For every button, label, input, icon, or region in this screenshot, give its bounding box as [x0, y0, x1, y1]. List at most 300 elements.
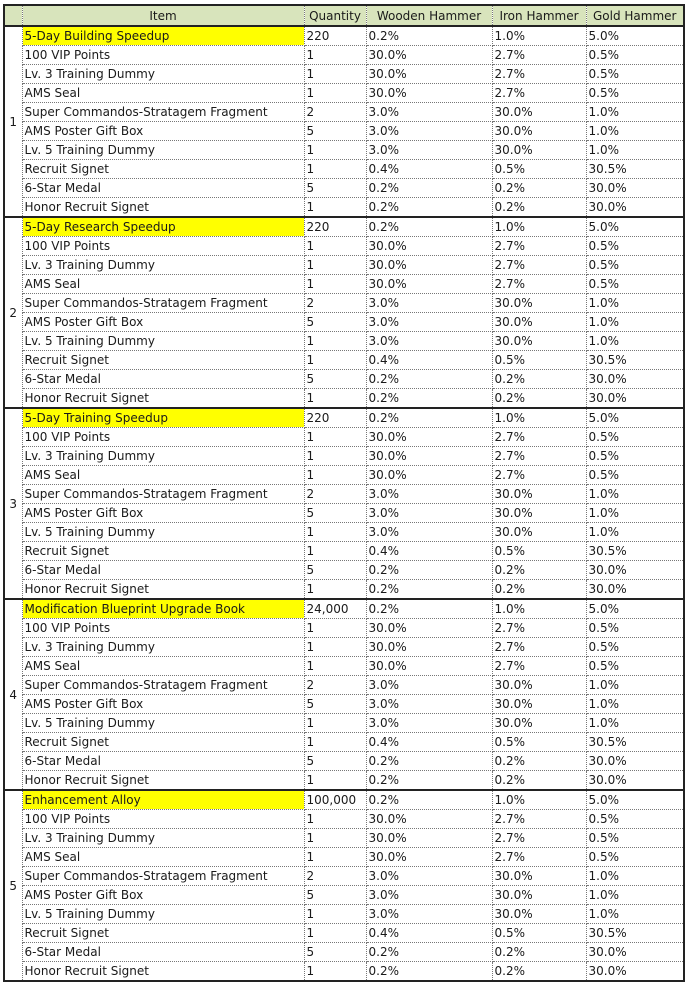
wooden-hammer-cell[interactable]: 3.0% [366, 141, 492, 160]
item-cell[interactable]: AMS Poster Gift Box [22, 695, 304, 714]
item-cell[interactable]: AMS Seal [22, 275, 304, 294]
wooden-hammer-cell[interactable]: 30.0% [366, 638, 492, 657]
iron-hammer-cell[interactable]: 2.7% [492, 638, 586, 657]
item-cell[interactable]: Lv. 5 Training Dummy [22, 332, 304, 351]
quantity-cell[interactable]: 1 [304, 65, 366, 84]
quantity-cell[interactable]: 5 [304, 752, 366, 771]
gold-hammer-cell[interactable]: 5.0% [586, 408, 684, 428]
iron-hammer-cell[interactable]: 1.0% [492, 599, 586, 619]
wooden-hammer-cell[interactable]: 3.0% [366, 676, 492, 695]
iron-hammer-cell[interactable]: 2.7% [492, 65, 586, 84]
gold-hammer-cell[interactable]: 0.5% [586, 657, 684, 676]
quantity-cell[interactable]: 220 [304, 217, 366, 237]
gold-hammer-cell[interactable]: 1.0% [586, 676, 684, 695]
wooden-hammer-cell[interactable]: 30.0% [366, 46, 492, 65]
quantity-cell[interactable]: 1 [304, 46, 366, 65]
gold-hammer-cell[interactable]: 1.0% [586, 905, 684, 924]
gold-hammer-cell[interactable]: 1.0% [586, 523, 684, 542]
item-cell[interactable]: 100 VIP Points [22, 810, 304, 829]
item-cell[interactable]: Lv. 3 Training Dummy [22, 638, 304, 657]
item-cell[interactable]: Super Commandos-Stratagem Fragment [22, 676, 304, 695]
wooden-hammer-cell[interactable]: 3.0% [366, 867, 492, 886]
quantity-cell[interactable]: 1 [304, 580, 366, 600]
wooden-hammer-cell[interactable]: 0.2% [366, 561, 492, 580]
iron-hammer-cell[interactable]: 2.7% [492, 848, 586, 867]
table-row [4, 714, 684, 733]
item-cell[interactable]: 100 VIP Points [22, 46, 304, 65]
gold-hammer-cell[interactable]: 30.0% [586, 943, 684, 962]
gold-hammer-cell[interactable]: 30.0% [586, 198, 684, 218]
wooden-hammer-cell[interactable]: 30.0% [366, 466, 492, 485]
item-cell[interactable]: Recruit Signet [22, 542, 304, 561]
iron-hammer-cell[interactable]: 2.7% [492, 428, 586, 447]
table-row [4, 485, 684, 504]
wooden-hammer-cell[interactable]: 0.2% [366, 26, 492, 46]
quantity-cell[interactable]: 1 [304, 733, 366, 752]
table-row [4, 523, 684, 542]
item-cell[interactable]: Lv. 3 Training Dummy [22, 829, 304, 848]
gold-hammer-cell[interactable]: 0.5% [586, 275, 684, 294]
table-row [4, 332, 684, 351]
quantity-cell[interactable]: 220 [304, 408, 366, 428]
gold-hammer-cell[interactable]: 30.0% [586, 771, 684, 791]
wooden-hammer-cell[interactable]: 0.2% [366, 198, 492, 218]
wooden-hammer-cell[interactable]: 3.0% [366, 523, 492, 542]
gold-hammer-cell[interactable]: 1.0% [586, 504, 684, 523]
wooden-hammer-cell[interactable]: 3.0% [366, 886, 492, 905]
table-row [4, 638, 684, 657]
table-row [4, 122, 684, 141]
gold-hammer-cell[interactable]: 1.0% [586, 485, 684, 504]
quantity-cell[interactable]: 5 [304, 370, 366, 389]
iron-hammer-cell[interactable]: 0.5% [492, 160, 586, 179]
iron-hammer-cell[interactable]: 2.7% [492, 256, 586, 275]
quantity-cell[interactable]: 5 [304, 695, 366, 714]
quantity-cell[interactable]: 1 [304, 962, 366, 982]
wooden-hammer-cell[interactable]: 0.2% [366, 752, 492, 771]
quantity-cell[interactable]: 2 [304, 294, 366, 313]
iron-hammer-cell[interactable]: 0.2% [492, 370, 586, 389]
gold-hammer-cell[interactable]: 30.0% [586, 389, 684, 409]
item-cell[interactable]: Super Commandos-Stratagem Fragment [22, 294, 304, 313]
item-cell[interactable]: 6-Star Medal [22, 561, 304, 580]
item-cell[interactable]: Recruit Signet [22, 160, 304, 179]
gold-hammer-cell[interactable]: 5.0% [586, 217, 684, 237]
item-cell[interactable]: 100 VIP Points [22, 619, 304, 638]
quantity-cell[interactable]: 1 [304, 160, 366, 179]
gold-hammer-cell[interactable]: 0.5% [586, 829, 684, 848]
iron-hammer-cell[interactable]: 30.0% [492, 905, 586, 924]
quantity-cell[interactable]: 1 [304, 141, 366, 160]
gold-hammer-cell[interactable]: 1.0% [586, 886, 684, 905]
table-row [4, 256, 684, 275]
wooden-hammer-cell[interactable]: 30.0% [366, 657, 492, 676]
wooden-hammer-cell[interactable]: 0.4% [366, 160, 492, 179]
table-body [4, 26, 684, 981]
item-cell[interactable]: Lv. 5 Training Dummy [22, 141, 304, 160]
iron-hammer-cell[interactable]: 30.0% [492, 523, 586, 542]
table-row [4, 599, 684, 619]
quantity-cell[interactable]: 5 [304, 122, 366, 141]
iron-hammer-cell[interactable]: 2.7% [492, 810, 586, 829]
quantity-cell[interactable]: 5 [304, 943, 366, 962]
quantity-cell[interactable]: 1 [304, 237, 366, 256]
iron-hammer-cell[interactable]: 1.0% [492, 408, 586, 428]
iron-hammer-cell[interactable]: 0.2% [492, 580, 586, 600]
table-row [4, 867, 684, 886]
item-cell[interactable]: AMS Seal [22, 466, 304, 485]
iron-hammer-cell[interactable]: 0.2% [492, 198, 586, 218]
iron-hammer-cell[interactable]: 1.0% [492, 790, 586, 810]
header-iron-hammer[interactable]: Iron Hammer [492, 5, 586, 26]
iron-hammer-cell[interactable]: 30.0% [492, 313, 586, 332]
wooden-hammer-cell[interactable]: 30.0% [366, 65, 492, 84]
item-cell[interactable]: AMS Seal [22, 848, 304, 867]
item-cell[interactable]: Super Commandos-Stratagem Fragment [22, 103, 304, 122]
iron-hammer-cell[interactable]: 0.2% [492, 179, 586, 198]
gold-hammer-cell[interactable]: 1.0% [586, 867, 684, 886]
group-number-cell[interactable]: 1 [4, 26, 22, 217]
wooden-hammer-cell[interactable]: 0.4% [366, 351, 492, 370]
item-cell[interactable]: 6-Star Medal [22, 370, 304, 389]
iron-hammer-cell[interactable]: 0.2% [492, 771, 586, 791]
quantity-cell[interactable]: 100,000 [304, 790, 366, 810]
iron-hammer-cell[interactable]: 1.0% [492, 26, 586, 46]
iron-hammer-cell[interactable]: 0.2% [492, 962, 586, 982]
quantity-cell[interactable]: 220 [304, 26, 366, 46]
item-cell[interactable]: AMS Poster Gift Box [22, 886, 304, 905]
item-cell[interactable]: AMS Poster Gift Box [22, 313, 304, 332]
quantity-cell[interactable]: 5 [304, 504, 366, 523]
item-cell[interactable]: Honor Recruit Signet [22, 198, 304, 218]
iron-hammer-cell[interactable]: 2.7% [492, 237, 586, 256]
iron-hammer-cell[interactable]: 1.0% [492, 217, 586, 237]
gold-hammer-cell[interactable]: 1.0% [586, 714, 684, 733]
quantity-cell[interactable]: 1 [304, 638, 366, 657]
iron-hammer-cell[interactable]: 2.7% [492, 46, 586, 65]
iron-hammer-cell[interactable]: 0.2% [492, 561, 586, 580]
wooden-hammer-cell[interactable]: 0.2% [366, 771, 492, 791]
item-cell[interactable]: 6-Star Medal [22, 752, 304, 771]
item-cell[interactable]: 100 VIP Points [22, 428, 304, 447]
gold-hammer-cell[interactable]: 30.0% [586, 370, 684, 389]
gold-hammer-cell[interactable]: 30.5% [586, 924, 684, 943]
wooden-hammer-cell[interactable]: 3.0% [366, 695, 492, 714]
table-row [4, 542, 684, 561]
gold-hammer-cell[interactable]: 0.5% [586, 638, 684, 657]
gold-hammer-cell[interactable]: 0.5% [586, 65, 684, 84]
quantity-cell[interactable]: 1 [304, 829, 366, 848]
wooden-hammer-cell[interactable]: 0.2% [366, 962, 492, 982]
wooden-hammer-cell[interactable]: 0.4% [366, 733, 492, 752]
table-row [4, 771, 684, 791]
item-cell[interactable]: Recruit Signet [22, 351, 304, 370]
quantity-cell[interactable]: 1 [304, 198, 366, 218]
quantity-cell[interactable]: 2 [304, 676, 366, 695]
gold-hammer-cell[interactable]: 0.5% [586, 256, 684, 275]
group-number-cell[interactable]: 2 [4, 217, 22, 408]
item-cell[interactable]: AMS Seal [22, 657, 304, 676]
item-cell[interactable]: Honor Recruit Signet [22, 389, 304, 409]
table-row [4, 217, 684, 237]
wooden-hammer-cell[interactable]: 0.4% [366, 924, 492, 943]
iron-hammer-cell[interactable]: 30.0% [492, 886, 586, 905]
wooden-hammer-cell[interactable]: 0.2% [366, 389, 492, 409]
wooden-hammer-cell[interactable]: 30.0% [366, 84, 492, 103]
table-row [4, 829, 684, 848]
iron-hammer-cell[interactable]: 30.0% [492, 103, 586, 122]
group-number-cell[interactable]: 5 [4, 790, 22, 981]
gold-hammer-cell[interactable]: 0.5% [586, 237, 684, 256]
table-row [4, 351, 684, 370]
quantity-cell[interactable]: 5 [304, 561, 366, 580]
gold-hammer-cell[interactable]: 1.0% [586, 122, 684, 141]
iron-hammer-cell[interactable]: 0.2% [492, 389, 586, 409]
iron-hammer-cell[interactable]: 30.0% [492, 867, 586, 886]
gold-hammer-cell[interactable]: 1.0% [586, 294, 684, 313]
wooden-hammer-cell[interactable]: 3.0% [366, 103, 492, 122]
table-row [4, 408, 684, 428]
quantity-cell[interactable]: 1 [304, 542, 366, 561]
item-cell[interactable]: 100 VIP Points [22, 237, 304, 256]
table-row [4, 848, 684, 867]
wooden-hammer-cell[interactable]: 0.2% [366, 370, 492, 389]
group-number-cell[interactable]: 4 [4, 599, 22, 790]
table-row [4, 275, 684, 294]
quantity-cell[interactable]: 1 [304, 848, 366, 867]
item-cell[interactable]: Lv. 5 Training Dummy [22, 905, 304, 924]
table-row [4, 141, 684, 160]
item-cell[interactable]: 6-Star Medal [22, 179, 304, 198]
quantity-cell[interactable]: 24,000 [304, 599, 366, 619]
wooden-hammer-cell[interactable]: 30.0% [366, 275, 492, 294]
table-row [4, 84, 684, 103]
header-item[interactable]: Item [22, 5, 304, 26]
item-cell[interactable]: Lv. 3 Training Dummy [22, 256, 304, 275]
table-row [4, 504, 684, 523]
wooden-hammer-cell[interactable]: 3.0% [366, 313, 492, 332]
item-cell[interactable]: Super Commandos-Stratagem Fragment [22, 867, 304, 886]
table-row [4, 924, 684, 943]
table-row [4, 810, 684, 829]
iron-hammer-cell[interactable]: 2.7% [492, 84, 586, 103]
gold-hammer-cell[interactable]: 1.0% [586, 103, 684, 122]
table-row [4, 198, 684, 218]
gold-hammer-cell[interactable]: 0.5% [586, 46, 684, 65]
iron-hammer-cell[interactable]: 2.7% [492, 657, 586, 676]
table-row [4, 237, 684, 256]
gold-hammer-cell[interactable]: 0.5% [586, 466, 684, 485]
iron-hammer-cell[interactable]: 2.7% [492, 619, 586, 638]
iron-hammer-cell[interactable]: 2.7% [492, 829, 586, 848]
iron-hammer-cell[interactable]: 30.0% [492, 141, 586, 160]
wooden-hammer-cell[interactable]: 30.0% [366, 848, 492, 867]
quantity-cell[interactable]: 2 [304, 485, 366, 504]
wooden-hammer-cell[interactable]: 30.0% [366, 237, 492, 256]
item-cell[interactable]: Modification Blueprint Upgrade Book [22, 599, 304, 619]
iron-hammer-cell[interactable]: 30.0% [492, 332, 586, 351]
iron-hammer-cell[interactable]: 0.5% [492, 542, 586, 561]
quantity-cell[interactable]: 1 [304, 332, 366, 351]
table-row [4, 389, 684, 409]
gold-hammer-cell[interactable]: 0.5% [586, 810, 684, 829]
quantity-cell[interactable]: 1 [304, 619, 366, 638]
wooden-hammer-cell[interactable]: 3.0% [366, 294, 492, 313]
item-cell[interactable]: Lv. 3 Training Dummy [22, 447, 304, 466]
wooden-hammer-cell[interactable]: 30.0% [366, 619, 492, 638]
gold-hammer-cell[interactable]: 0.5% [586, 848, 684, 867]
table-row [4, 886, 684, 905]
item-cell[interactable]: Super Commandos-Stratagem Fragment [22, 485, 304, 504]
iron-hammer-cell[interactable]: 30.0% [492, 714, 586, 733]
table-row [4, 790, 684, 810]
iron-hammer-cell[interactable]: 2.7% [492, 447, 586, 466]
gold-hammer-cell[interactable]: 30.0% [586, 580, 684, 600]
gold-hammer-cell[interactable]: 30.5% [586, 733, 684, 752]
iron-hammer-cell[interactable]: 2.7% [492, 466, 586, 485]
iron-hammer-cell[interactable]: 30.0% [492, 485, 586, 504]
reward-probability-table [3, 4, 685, 982]
quantity-cell[interactable]: 5 [304, 313, 366, 332]
wooden-hammer-cell[interactable]: 3.0% [366, 504, 492, 523]
table-row [4, 943, 684, 962]
item-cell[interactable]: Recruit Signet [22, 924, 304, 943]
wooden-hammer-cell[interactable]: 3.0% [366, 905, 492, 924]
item-cell[interactable]: AMS Seal [22, 84, 304, 103]
wooden-hammer-cell[interactable]: 0.2% [366, 580, 492, 600]
wooden-hammer-cell[interactable]: 30.0% [366, 447, 492, 466]
table-row [4, 695, 684, 714]
quantity-cell[interactable]: 5 [304, 886, 366, 905]
header-group[interactable] [4, 5, 22, 26]
item-cell[interactable]: Honor Recruit Signet [22, 771, 304, 791]
item-cell[interactable]: Enhancement Alloy [22, 790, 304, 810]
gold-hammer-cell[interactable]: 30.5% [586, 542, 684, 561]
quantity-cell[interactable]: 1 [304, 657, 366, 676]
item-cell[interactable]: 5-Day Building Speedup [22, 26, 304, 46]
quantity-cell[interactable]: 1 [304, 389, 366, 409]
gold-hammer-cell[interactable]: 5.0% [586, 599, 684, 619]
item-cell[interactable]: Recruit Signet [22, 733, 304, 752]
wooden-hammer-cell[interactable]: 3.0% [366, 485, 492, 504]
item-cell[interactable]: Lv. 3 Training Dummy [22, 65, 304, 84]
gold-hammer-cell[interactable]: 1.0% [586, 695, 684, 714]
wooden-hammer-cell[interactable]: 0.2% [366, 599, 492, 619]
wooden-hammer-cell[interactable]: 0.2% [366, 408, 492, 428]
iron-hammer-cell[interactable]: 30.0% [492, 294, 586, 313]
wooden-hammer-cell[interactable]: 30.0% [366, 256, 492, 275]
wooden-hammer-cell[interactable]: 0.4% [366, 542, 492, 561]
gold-hammer-cell[interactable]: 30.0% [586, 752, 684, 771]
wooden-hammer-cell[interactable]: 3.0% [366, 122, 492, 141]
gold-hammer-cell[interactable]: 30.5% [586, 160, 684, 179]
gold-hammer-cell[interactable]: 30.5% [586, 351, 684, 370]
item-cell[interactable]: 6-Star Medal [22, 943, 304, 962]
iron-hammer-cell[interactable]: 0.2% [492, 943, 586, 962]
wooden-hammer-cell[interactable]: 3.0% [366, 714, 492, 733]
table-row [4, 466, 684, 485]
quantity-cell[interactable]: 1 [304, 924, 366, 943]
table-row [4, 370, 684, 389]
item-cell[interactable]: Honor Recruit Signet [22, 580, 304, 600]
iron-hammer-cell[interactable]: 30.0% [492, 695, 586, 714]
gold-hammer-cell[interactable]: 1.0% [586, 141, 684, 160]
header-row [4, 5, 684, 26]
iron-hammer-cell[interactable]: 0.5% [492, 733, 586, 752]
wooden-hammer-cell[interactable]: 3.0% [366, 332, 492, 351]
wooden-hammer-cell[interactable]: 0.2% [366, 217, 492, 237]
item-cell[interactable]: 5-Day Research Speedup [22, 217, 304, 237]
quantity-cell[interactable]: 1 [304, 523, 366, 542]
table-row [4, 313, 684, 332]
header-gold-hammer[interactable]: Gold Hammer [586, 5, 684, 26]
iron-hammer-cell[interactable]: 30.0% [492, 122, 586, 141]
iron-hammer-cell[interactable]: 0.5% [492, 351, 586, 370]
gold-hammer-cell[interactable]: 5.0% [586, 26, 684, 46]
wooden-hammer-cell[interactable]: 30.0% [366, 810, 492, 829]
item-cell[interactable]: Lv. 5 Training Dummy [22, 523, 304, 542]
table-row [4, 657, 684, 676]
iron-hammer-cell[interactable]: 0.5% [492, 924, 586, 943]
wooden-hammer-cell[interactable]: 0.2% [366, 790, 492, 810]
table-row [4, 580, 684, 600]
wooden-hammer-cell[interactable]: 30.0% [366, 428, 492, 447]
item-cell[interactable]: 5-Day Training Speedup [22, 408, 304, 428]
quantity-cell[interactable]: 2 [304, 103, 366, 122]
item-cell[interactable]: Honor Recruit Signet [22, 962, 304, 982]
table-row [4, 676, 684, 695]
wooden-hammer-cell[interactable]: 0.2% [366, 179, 492, 198]
gold-hammer-cell[interactable]: 0.5% [586, 619, 684, 638]
iron-hammer-cell[interactable]: 2.7% [492, 275, 586, 294]
gold-hammer-cell[interactable]: 5.0% [586, 790, 684, 810]
quantity-cell[interactable]: 1 [304, 810, 366, 829]
quantity-cell[interactable]: 1 [304, 714, 366, 733]
item-cell[interactable]: AMS Poster Gift Box [22, 504, 304, 523]
gold-hammer-cell[interactable]: 1.0% [586, 313, 684, 332]
quantity-cell[interactable]: 1 [304, 256, 366, 275]
quantity-cell[interactable]: 1 [304, 771, 366, 791]
gold-hammer-cell[interactable]: 30.0% [586, 962, 684, 982]
table-row [4, 561, 684, 580]
quantity-cell[interactable]: 1 [304, 466, 366, 485]
gold-hammer-cell[interactable]: 0.5% [586, 447, 684, 466]
quantity-cell[interactable]: 1 [304, 428, 366, 447]
iron-hammer-cell[interactable]: 30.0% [492, 504, 586, 523]
quantity-cell[interactable]: 1 [304, 275, 366, 294]
header-quantity[interactable]: Quantity [304, 5, 366, 26]
quantity-cell[interactable]: 2 [304, 867, 366, 886]
item-cell[interactable]: Lv. 5 Training Dummy [22, 714, 304, 733]
quantity-cell[interactable]: 1 [304, 351, 366, 370]
quantity-cell[interactable]: 1 [304, 905, 366, 924]
wooden-hammer-cell[interactable]: 30.0% [366, 829, 492, 848]
wooden-hammer-cell[interactable]: 0.2% [366, 943, 492, 962]
item-cell[interactable]: AMS Poster Gift Box [22, 122, 304, 141]
quantity-cell[interactable]: 5 [304, 179, 366, 198]
gold-hammer-cell[interactable]: 30.0% [586, 179, 684, 198]
quantity-cell[interactable]: 1 [304, 447, 366, 466]
quantity-cell[interactable]: 1 [304, 84, 366, 103]
gold-hammer-cell[interactable]: 30.0% [586, 561, 684, 580]
gold-hammer-cell[interactable]: 0.5% [586, 84, 684, 103]
group-number-cell[interactable]: 3 [4, 408, 22, 599]
gold-hammer-cell[interactable]: 0.5% [586, 428, 684, 447]
iron-hammer-cell[interactable]: 0.2% [492, 752, 586, 771]
header-wooden-hammer[interactable]: Wooden Hammer [366, 5, 492, 26]
iron-hammer-cell[interactable]: 30.0% [492, 676, 586, 695]
gold-hammer-cell[interactable]: 1.0% [586, 332, 684, 351]
